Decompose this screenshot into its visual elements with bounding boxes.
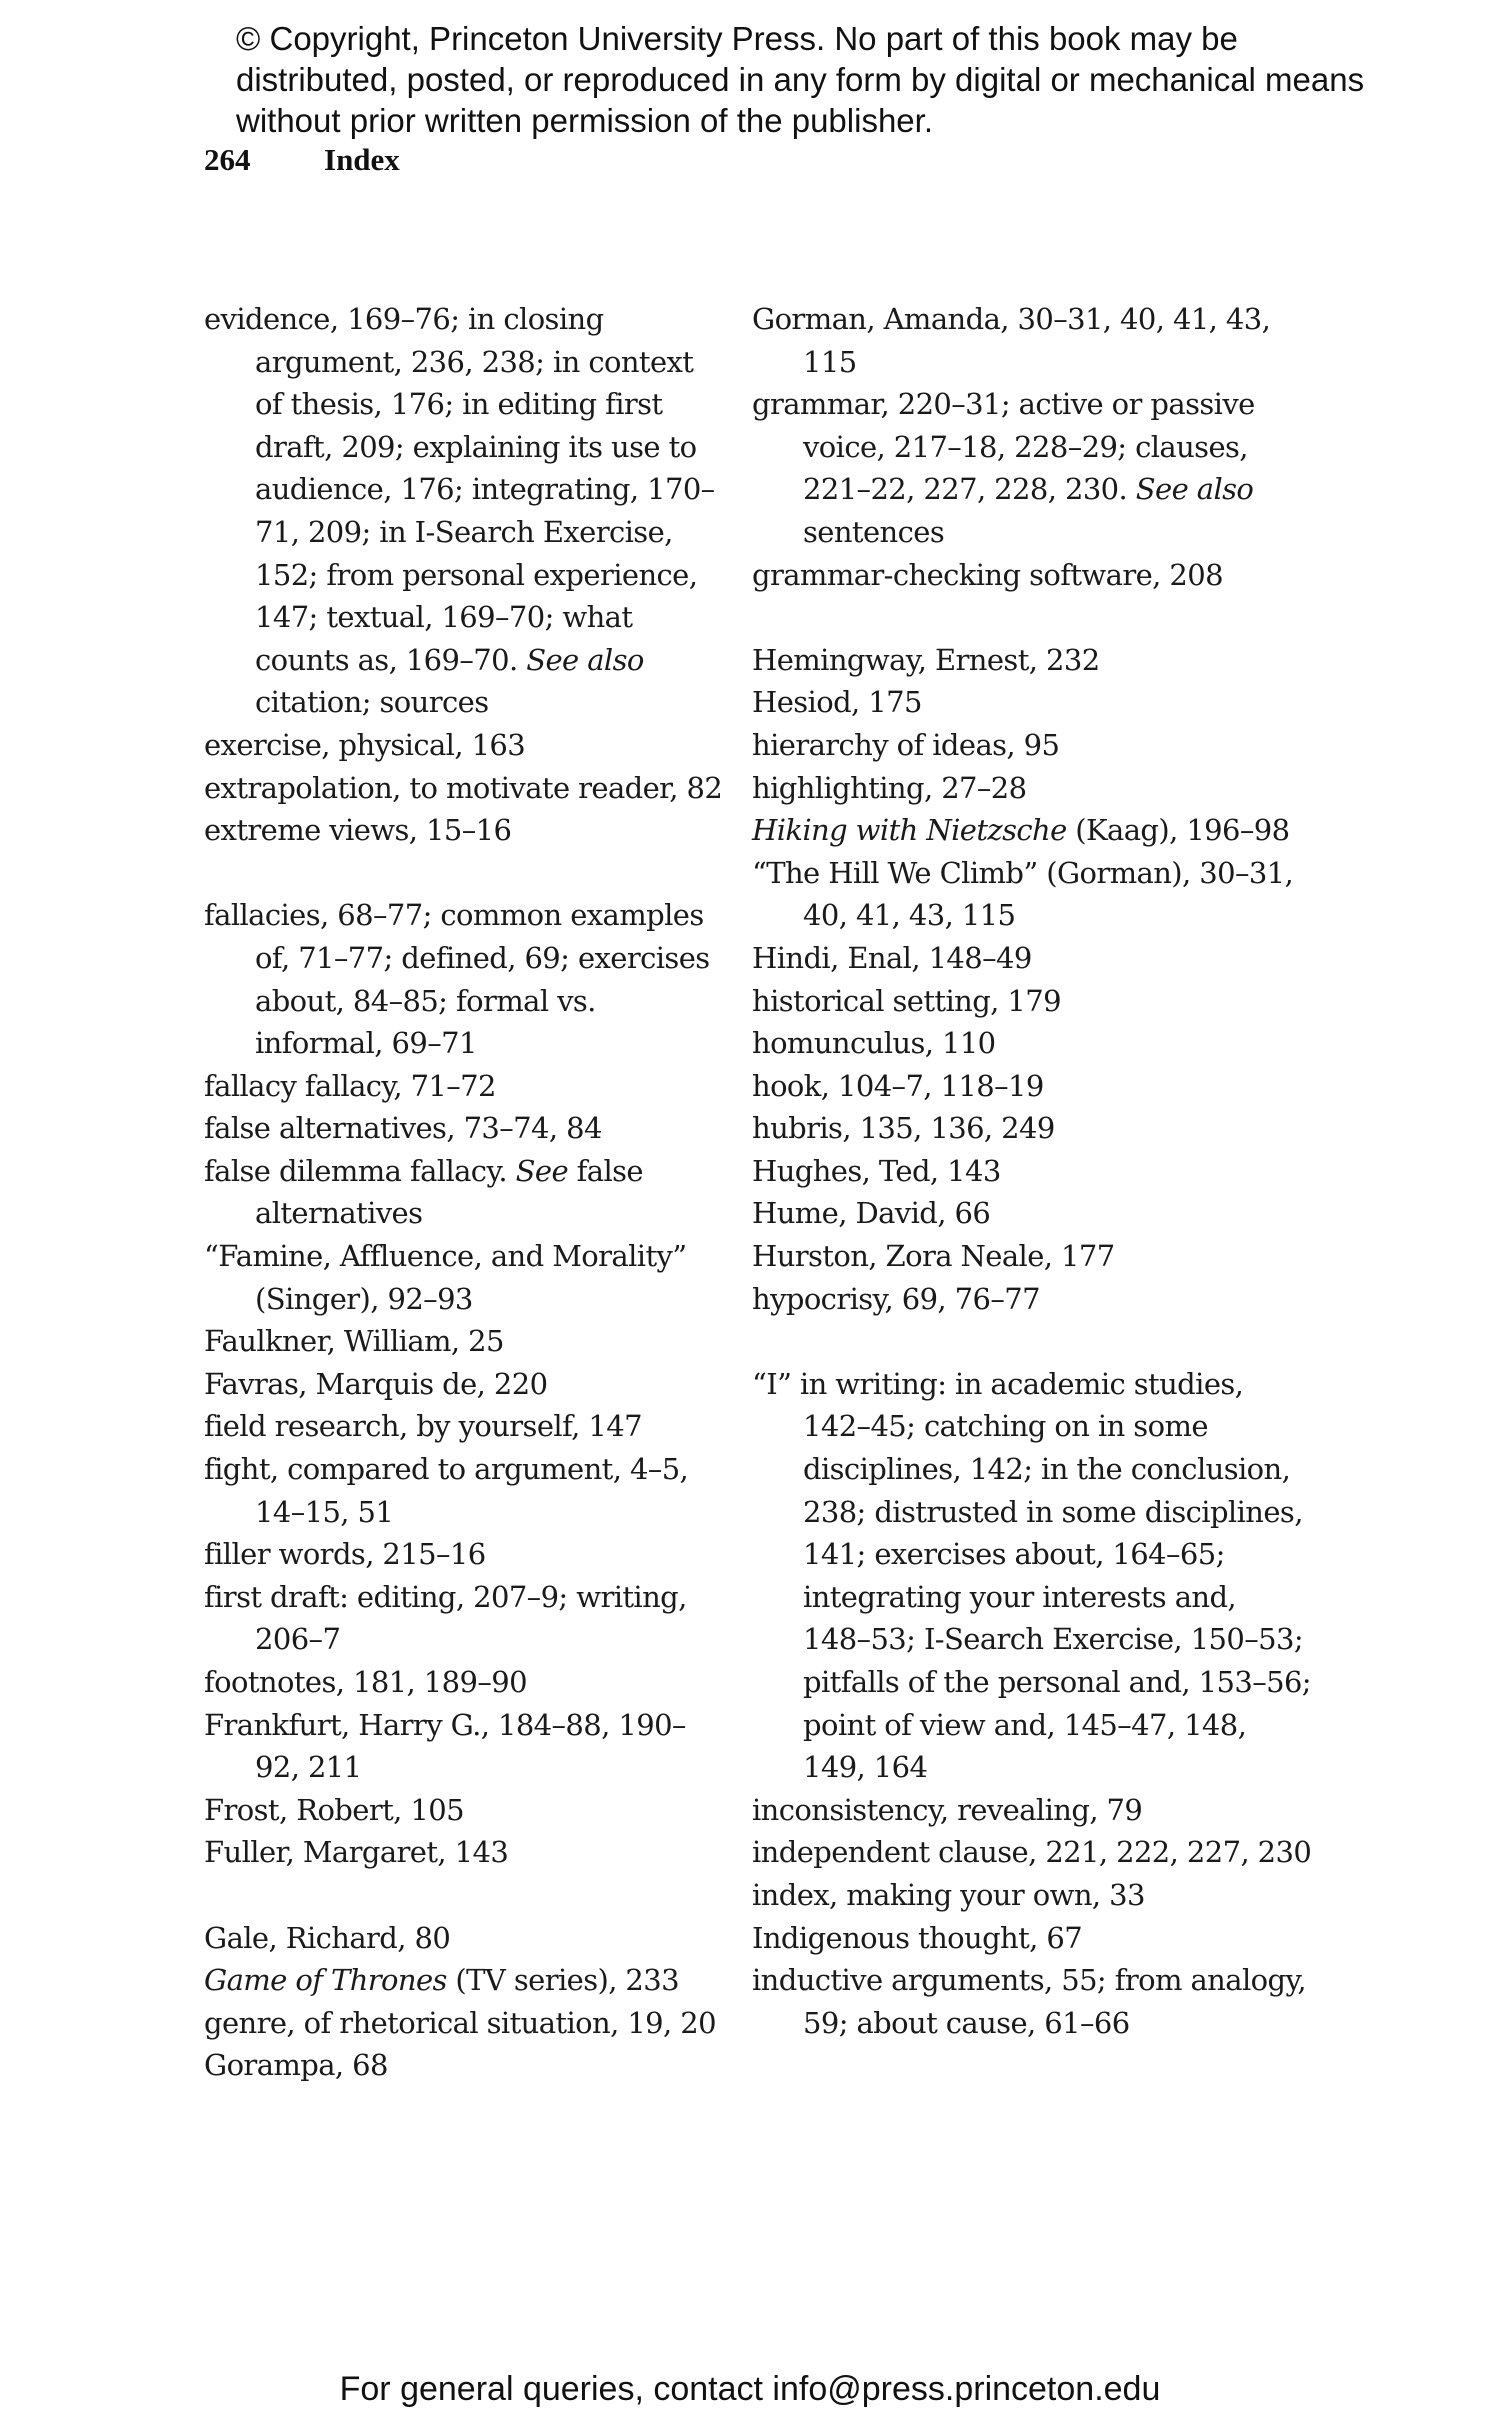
index-entry: [752, 1278, 1312, 1321]
entry-text: Hemingway, Ernest, 232: [752, 642, 1100, 677]
entry-text: inconsistency, revealing, 79: [752, 1792, 1143, 1827]
entry-text: independent clause, 221, 222, 227, 230: [752, 1835, 1312, 1870]
entry-text: Hesiod, 175: [752, 685, 922, 720]
index-entry: [752, 980, 1312, 1023]
entry-text: hypocrisy, 69, 76–77: [752, 1281, 1040, 1316]
index-entry: [204, 1661, 724, 1704]
entry-text: homunculus, 110: [752, 1026, 996, 1061]
index-column-left: [204, 298, 724, 2087]
entry-text: Frost, Robert, 105: [204, 1792, 464, 1827]
entry-italic-text: Game of Thrones: [204, 1963, 447, 1998]
index-entry: [204, 2044, 724, 2087]
entry-text: false dilemma fallacy.: [204, 1153, 516, 1188]
section-title: Index: [324, 142, 400, 177]
entry-italic-text: See also: [526, 642, 644, 677]
entry-text: Hurston, Zora Neale, 177: [752, 1239, 1115, 1274]
index-entry: [752, 554, 1312, 597]
index-entry: [752, 681, 1312, 724]
entry-text: Fuller, Margaret, 143: [204, 1835, 509, 1870]
index-entry: [752, 852, 1312, 937]
entry-text: extreme views, 15–16: [204, 813, 512, 848]
index-entry: [752, 809, 1312, 852]
index-entry: [752, 1235, 1312, 1278]
index-entry: [752, 1022, 1312, 1065]
index-entry: [752, 1065, 1312, 1108]
entry-text: “The Hill We Climb” (Gorman), 30–31, 40, 41, 43, 115: [752, 855, 1294, 933]
letter-group-gap: [204, 852, 724, 895]
index-entry: [752, 1192, 1312, 1235]
entry-italic-text: See also: [1135, 472, 1254, 507]
index-entry: [752, 937, 1312, 980]
footer-contact: For general queries, contact info@press.princeton.edu: [339, 2370, 1161, 2408]
entry-text: sentences: [803, 514, 945, 549]
entry-text: exercise, physical, 163: [204, 727, 526, 762]
entry-text: Favras, Marquis de, 220: [204, 1366, 548, 1401]
entry-text: Hughes, Ted, 143: [752, 1153, 1001, 1188]
index-entry: [204, 2002, 724, 2045]
entry-text: (Kaag), 196–98: [1066, 813, 1290, 848]
entry-text: “Famine, Affluence, and Morality” (Singer), 92–93: [204, 1239, 687, 1316]
index-entry: [204, 1704, 724, 1789]
entry-text: historical setting, 179: [752, 983, 1061, 1018]
entry-text: fallacies, 68–77; common examples of, 71–77; defined, 69; exercises about, 84–85; formal vs. informal, 69–71: [204, 898, 710, 1061]
entry-text: Gorampa, 68: [204, 2048, 388, 2083]
index-entry: [204, 1107, 724, 1150]
index-entry: [204, 1065, 724, 1108]
index-entry: [204, 1959, 724, 2002]
entry-text: grammar, 220–31; active or passive voice, 217–18, 228–29; clauses, 221–22, 227, 228, 230.: [752, 387, 1255, 507]
letter-group-gap: [752, 1320, 1312, 1363]
index-entry: [204, 1448, 724, 1533]
entry-text: hierarchy of ideas, 95: [752, 727, 1060, 762]
entry-text: fight, compared to argument, 4–5, 14–15, 51: [204, 1452, 689, 1529]
index-entry: [204, 1235, 724, 1320]
entry-text: field research, by yourself, 147: [204, 1409, 642, 1444]
index-entry: [204, 1917, 724, 1960]
entry-text: grammar-checking software, 208: [752, 557, 1223, 592]
entry-text: Indigenous thought, 67: [752, 1920, 1083, 1955]
entry-text: Hume, David, 66: [752, 1196, 991, 1231]
index-entry: [752, 1874, 1312, 1917]
entry-text: Gorman, Amanda, 30–31, 40, 41, 43, 115: [752, 302, 1271, 379]
entry-italic-text: See: [515, 1153, 569, 1188]
entry-text: Gale, Richard, 80: [204, 1920, 451, 1955]
index-entry: [752, 1107, 1312, 1150]
index-entry: [752, 298, 1312, 383]
index-entry: [204, 724, 724, 767]
index-entry: [204, 767, 724, 810]
index-entry: [204, 1831, 724, 1874]
index-entry: [204, 1405, 724, 1448]
index-entry: [752, 1831, 1312, 1874]
running-head: [204, 142, 400, 178]
index-entry: [204, 894, 724, 1064]
index-entry: [204, 1533, 724, 1576]
index-entry: [752, 383, 1312, 553]
entry-text: Faulkner, William, 25: [204, 1324, 504, 1359]
entry-text: hook, 104–7, 118–19: [752, 1068, 1044, 1103]
index-entry: [204, 1789, 724, 1832]
entry-text: first draft: editing, 207–9; writing, 206–7: [204, 1579, 687, 1657]
index-entry: [752, 1363, 1312, 1789]
index-entry: [204, 298, 724, 724]
index-entry: [752, 1789, 1312, 1832]
entry-text: fallacy fallacy, 71–72: [204, 1068, 496, 1103]
entry-text: false alternatives, 73–74, 84: [204, 1111, 602, 1146]
index-entry: [204, 1576, 724, 1661]
index-entry: [752, 1917, 1312, 1960]
entry-text: inductive arguments, 55; from analogy, 59; about cause, 61–66: [752, 1963, 1307, 2040]
index-entry: [204, 1363, 724, 1406]
entry-italic-text: Hiking with Nietzsche: [752, 813, 1067, 848]
entry-text: highlighting, 27–28: [752, 770, 1027, 805]
letter-group-gap: [752, 596, 1312, 639]
copyright-notice: © Copyright, Princeton University Press. No part of this book may be distributed, posted, or reproduced in any form by digital or mechanical means without prior written permission of the publisher.: [236, 20, 1365, 139]
entry-text: “I” in writing: in academic studies, 142–45; catching on in some disciplines, 142; in the conclusion, 238; distrusted in some disciplines, 141; exercises about, 164–65; integrating your interests and, 148–53; I-Search Exercise, 150–53; pitfalls of the personal and, 153–56; point of view and, 145–47, 148, 149, 164: [752, 1366, 1311, 1785]
index-entry: [752, 1150, 1312, 1193]
index-entry: [204, 1150, 724, 1235]
page-number: 264: [204, 142, 251, 177]
entry-text: extrapolation, to motivate reader, 82: [204, 770, 723, 805]
entry-text: index, making your own, 33: [752, 1877, 1145, 1912]
entry-text: false alternatives: [255, 1153, 643, 1231]
letter-group-gap: [204, 1874, 724, 1917]
index-entry: [204, 809, 724, 852]
entry-text: footnotes, 181, 189–90: [204, 1665, 527, 1699]
entry-text: citation; sources: [255, 685, 489, 720]
index-entry: [752, 767, 1312, 810]
entry-text: genre, of rhetorical situation, 19, 20: [204, 2005, 716, 2040]
index-entry: [752, 724, 1312, 767]
index-column-right: [752, 298, 1312, 2044]
entry-text: filler words, 215–16: [204, 1537, 486, 1572]
index-entry: [204, 1320, 724, 1363]
entry-text: hubris, 135, 136, 249: [752, 1111, 1055, 1146]
entry-text: evidence, 169–76; in closing argument, 236, 238; in context of thesis, 176; in editing first draft, 209; explaining its use to audience, 176; integrating, 170–71, 209; in I-Search Exercise, 152; from personal experience, 147; textual, 169–70; what counts as, 169–70.: [204, 302, 715, 677]
entry-text: (TV series), 233: [446, 1963, 679, 1998]
index-entry: [752, 639, 1312, 682]
entry-text: Frankfurt, Harry G., 184–88, 190–92, 211: [204, 1707, 686, 1785]
index-entry: [752, 1959, 1312, 2044]
entry-text: Hindi, Enal, 148–49: [752, 940, 1032, 975]
